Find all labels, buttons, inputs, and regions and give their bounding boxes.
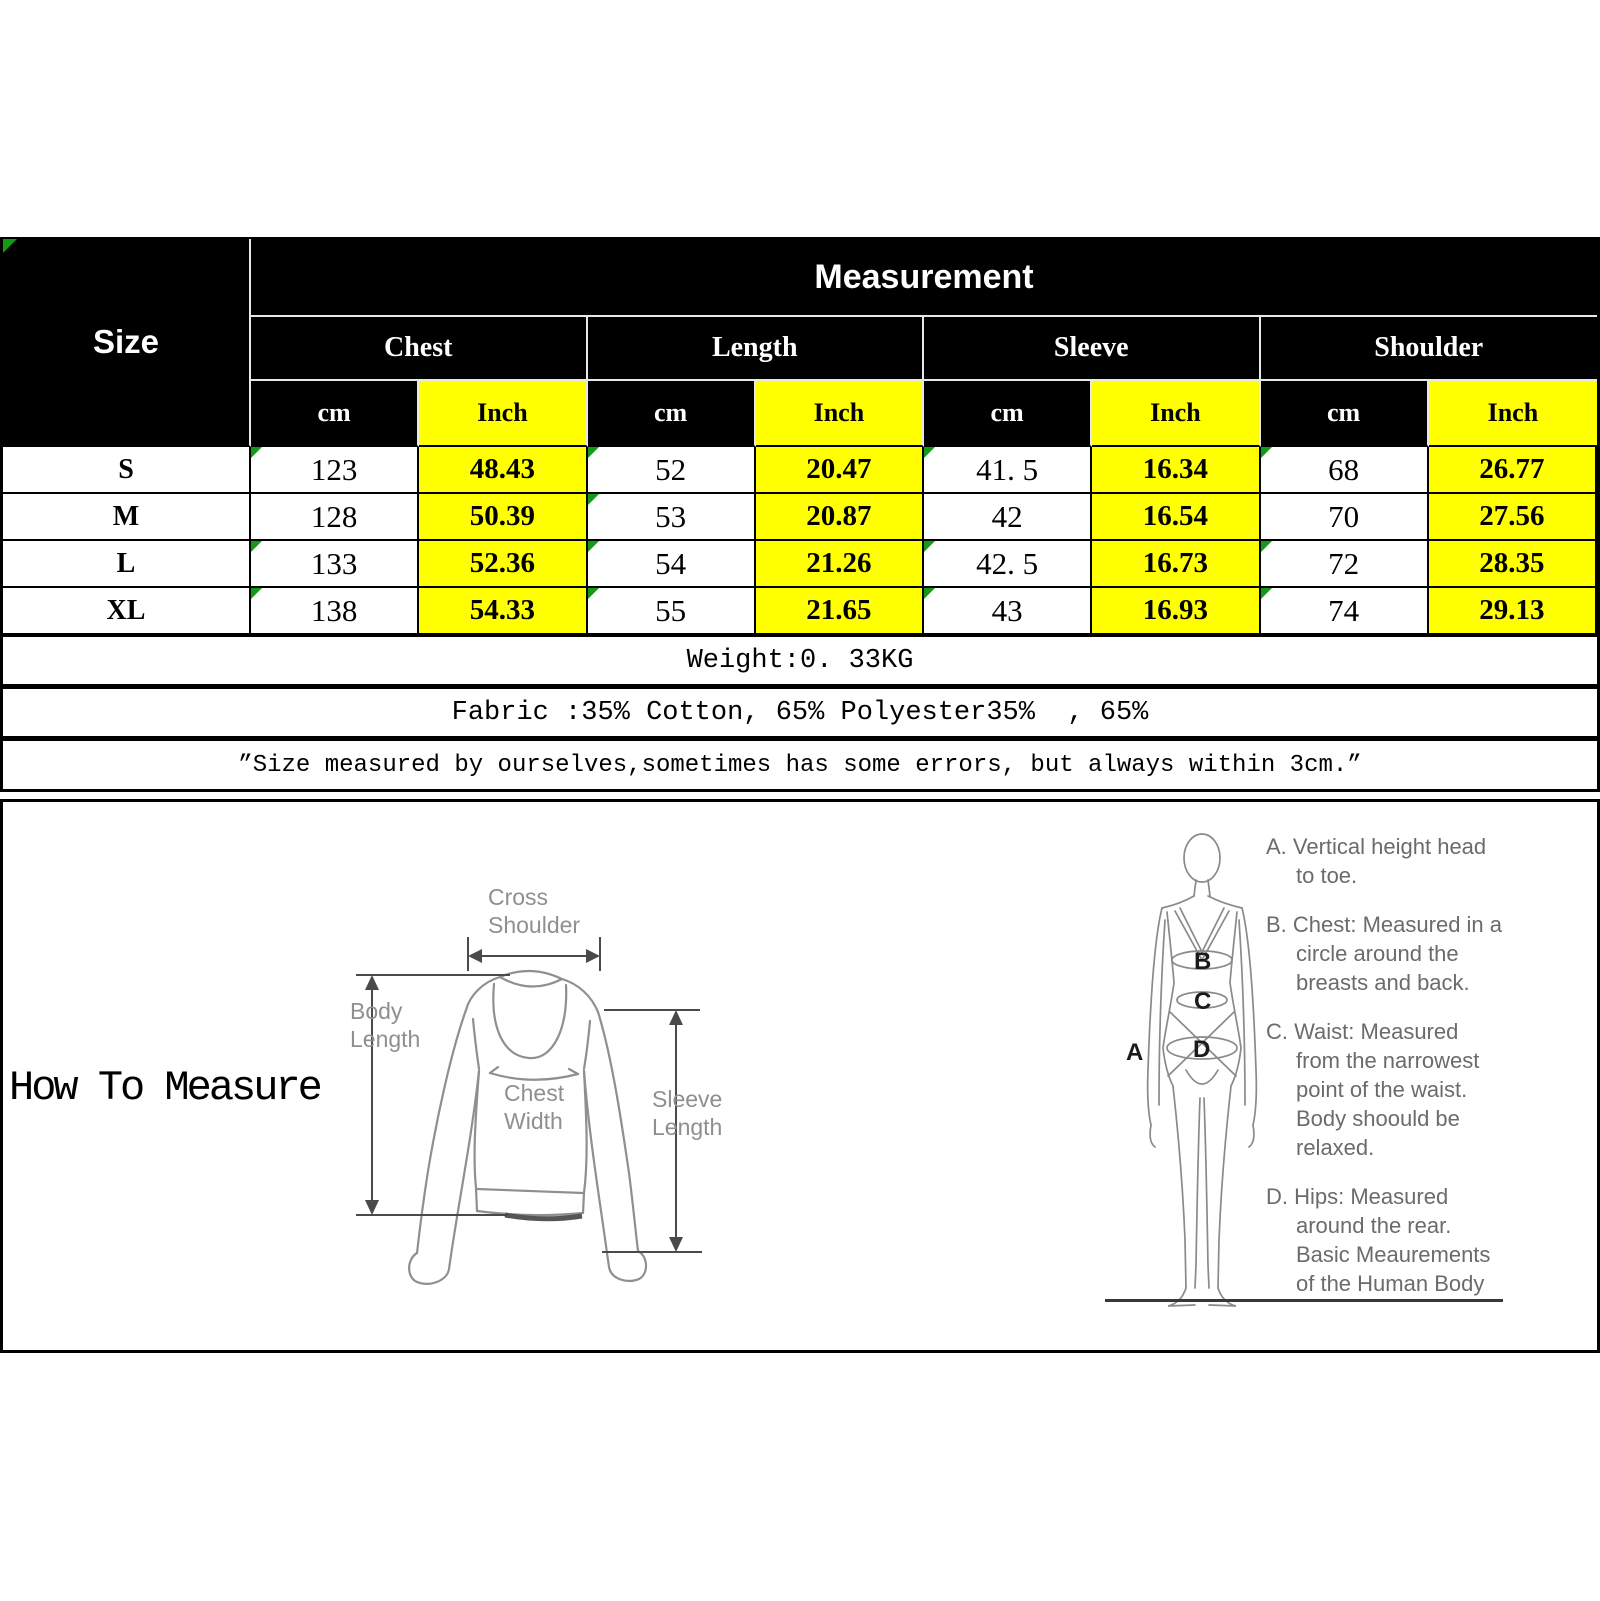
- size-cell-s: S: [3, 447, 251, 494]
- measurement-cell: 16.54: [1092, 494, 1260, 541]
- size-cell-l: L: [3, 541, 251, 588]
- measure-note-line: breasts and back.: [1296, 970, 1470, 995]
- figure-label-d: D: [1193, 1036, 1211, 1063]
- body-length-label-line2: Length: [350, 1026, 421, 1052]
- unit-header-inch: Inch: [1429, 381, 1597, 447]
- unit-header-inch: Inch: [756, 381, 924, 447]
- sleeve-length-label-line1: Sleeve: [652, 1086, 723, 1112]
- measurement-cell: 16.93: [1092, 588, 1260, 635]
- unit-header-cm: cm: [924, 381, 1092, 447]
- measurement-cell: 52: [588, 447, 756, 494]
- measure-note-line: A. Vertical height head: [1266, 834, 1487, 859]
- notes-underline: [1105, 1299, 1503, 1302]
- cross-shoulder-label-line1: Cross: [488, 884, 549, 910]
- weight-row: Weight:0. 33KG: [3, 635, 1597, 687]
- group-header-sleeve: Sleeve: [924, 317, 1261, 381]
- measure-note-line: circle around the: [1296, 941, 1459, 966]
- measurement-cell: 55: [588, 588, 756, 635]
- measure-note-line: of the Human Body: [1296, 1271, 1485, 1296]
- unit-header-inch: Inch: [1092, 381, 1260, 447]
- measure-note-block: [1266, 1182, 1522, 1298]
- chest-width-label-line1: Chest: [504, 1080, 565, 1106]
- measure-note-line: point of the waist.: [1296, 1077, 1468, 1102]
- unit-header-cm: cm: [251, 381, 419, 447]
- how-to-measure-panel: [0, 799, 1600, 1353]
- sweater-measure-diagram: [320, 843, 900, 1323]
- measure-note-line: from the narrowest: [1296, 1048, 1480, 1073]
- measurement-cell: 28.35: [1429, 541, 1597, 588]
- measurement-cell: 53: [588, 494, 756, 541]
- measure-notes: [1266, 832, 1522, 1318]
- measurement-cell: 72: [1261, 541, 1429, 588]
- measurement-cell: 133: [251, 541, 419, 588]
- figure-label-c: C: [1194, 988, 1212, 1015]
- measurement-cell: 50.39: [419, 494, 587, 541]
- measurement-cell: 74: [1261, 588, 1429, 635]
- measurement-cell: 128: [251, 494, 419, 541]
- measurement-cell: 26.77: [1429, 447, 1597, 494]
- measurement-cell: 27.56: [1429, 494, 1597, 541]
- measurement-cell: 20.47: [756, 447, 924, 494]
- measure-note-line: Basic Meaurements: [1296, 1242, 1491, 1267]
- measurement-cell: 52.36: [419, 541, 587, 588]
- measurement-cell: 138: [251, 588, 419, 635]
- body-outline-icon: [1148, 834, 1257, 1306]
- measurement-cell: 41. 5: [924, 447, 1092, 494]
- fabric-row: Fabric :35% Cotton, 65% Polyester35% , 65%: [3, 687, 1597, 739]
- group-header-length: Length: [588, 317, 925, 381]
- measurement-cell: 16.34: [1092, 447, 1260, 494]
- measure-note-line: around the rear.: [1296, 1213, 1452, 1238]
- how-to-measure-title: How To Measure: [9, 1064, 320, 1112]
- measurement-cell: 42. 5: [924, 541, 1092, 588]
- figure-label-a: A: [1126, 1039, 1144, 1066]
- group-header-chest: Chest: [251, 317, 588, 381]
- size-cell-m: M: [3, 494, 251, 541]
- size-note-row: ”Size measured by ourselves,sometimes has some errors, but always within 3cm.”: [3, 739, 1597, 792]
- measurement-cell: 42: [924, 494, 1092, 541]
- size-table: [0, 237, 1600, 792]
- measurement-cell: 20.87: [756, 494, 924, 541]
- measurement-cell: 54: [588, 541, 756, 588]
- measure-note-line: B. Chest: Measured in a: [1266, 912, 1503, 937]
- measurement-cell: 48.43: [419, 447, 587, 494]
- chest-width-label-line2: Width: [504, 1108, 563, 1134]
- measurement-cell: 21.65: [756, 588, 924, 635]
- measurement-cell: 68: [1261, 447, 1429, 494]
- measurement-cell: 43: [924, 588, 1092, 635]
- measure-note-line: D. Hips: Measured: [1266, 1184, 1449, 1209]
- measure-note-block: [1266, 1017, 1522, 1162]
- unit-header-cm: cm: [588, 381, 756, 447]
- measure-note-line: to toe.: [1296, 863, 1358, 888]
- measure-note-block: [1266, 910, 1522, 997]
- measurement-cell: 21.26: [756, 541, 924, 588]
- group-header-shoulder: Shoulder: [1261, 317, 1598, 381]
- measurement-cell: 123: [251, 447, 419, 494]
- measurement-cell: 16.73: [1092, 541, 1260, 588]
- unit-header-cm: cm: [1261, 381, 1429, 447]
- measurement-header: Measurement: [251, 239, 1597, 317]
- measurement-cell: 29.13: [1429, 588, 1597, 635]
- measurement-cell: 70: [1261, 494, 1429, 541]
- body-measure-figure: [1060, 820, 1280, 1310]
- measure-note-line: relaxed.: [1296, 1135, 1375, 1160]
- measure-note-line: Body shoould be: [1296, 1106, 1460, 1131]
- measurement-cell: 54.33: [419, 588, 587, 635]
- measure-note-block: [1266, 832, 1522, 890]
- svg-text:Body: Body: [350, 998, 403, 1024]
- cross-shoulder-label-line2: Shoulder: [488, 912, 581, 938]
- size-column-header: Size: [3, 239, 251, 447]
- figure-label-b: B: [1194, 948, 1212, 975]
- measure-note-line: C. Waist: Measured: [1266, 1019, 1459, 1044]
- size-cell-xl: XL: [3, 588, 251, 635]
- sleeve-length-label-line2: Length: [652, 1114, 723, 1140]
- unit-header-inch: Inch: [419, 381, 587, 447]
